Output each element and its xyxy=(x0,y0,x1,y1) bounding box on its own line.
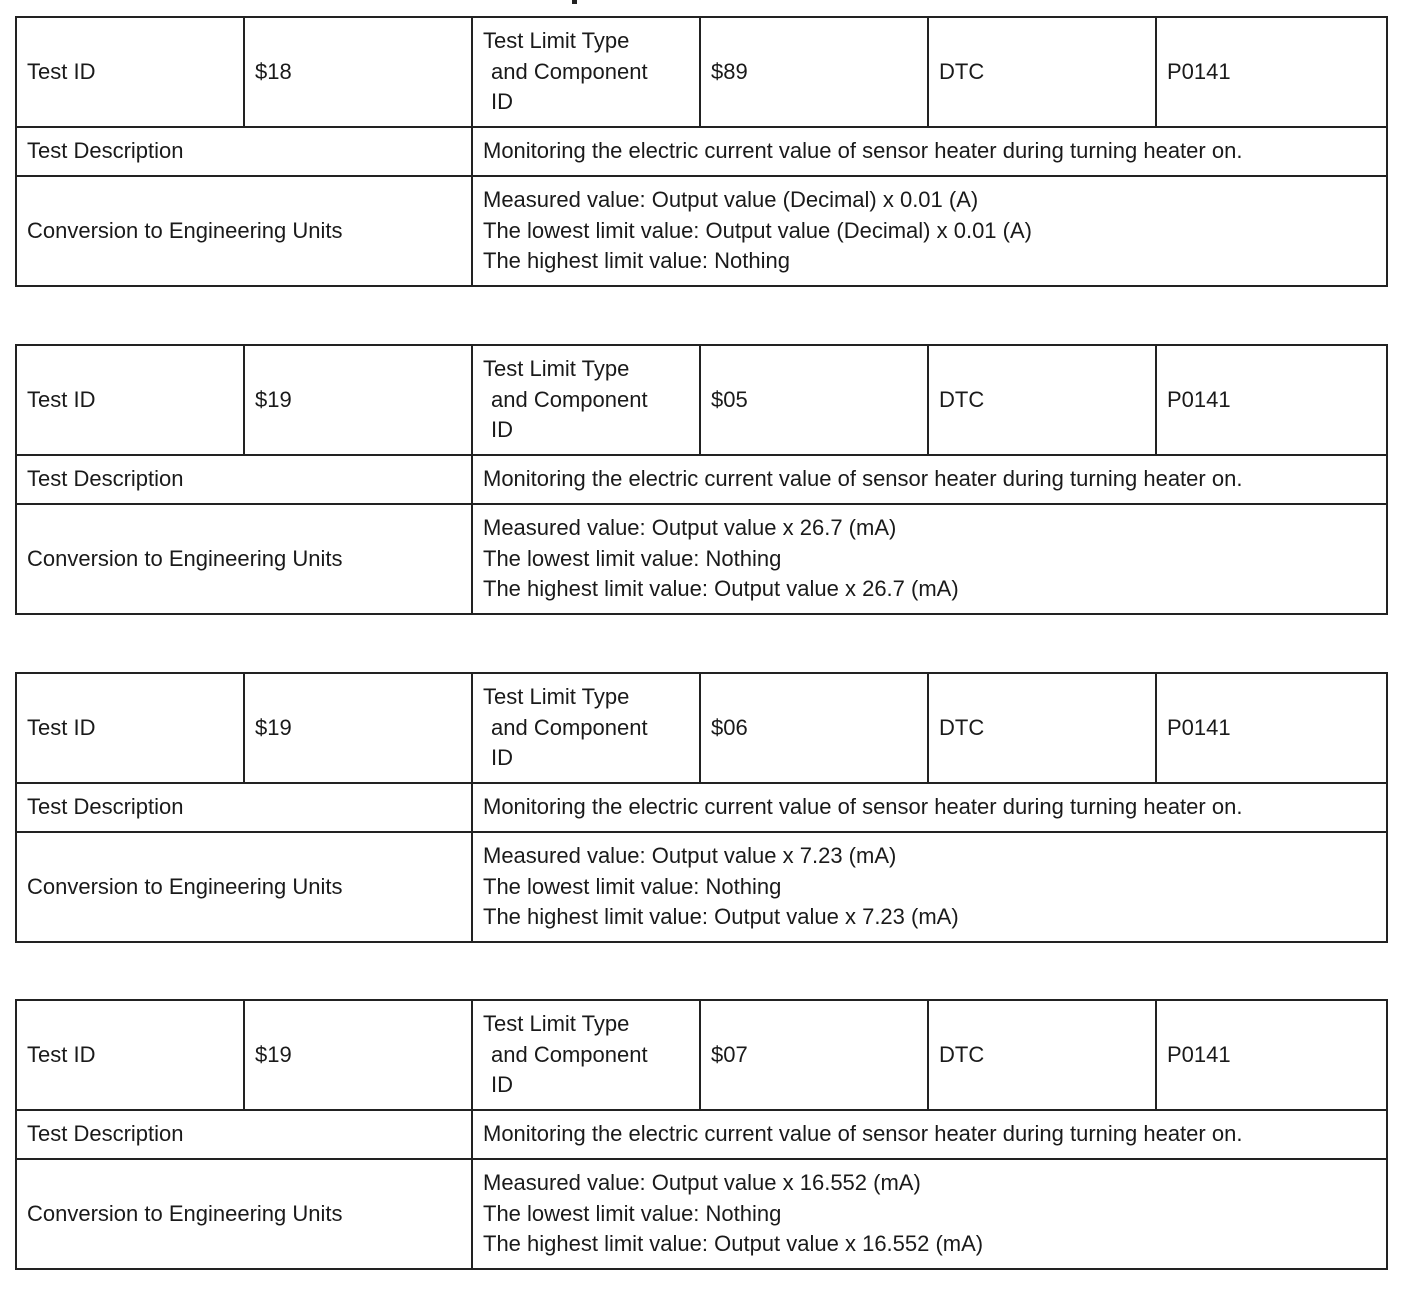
measured-value-line: Measured value: Output value x 7.23 (mA) xyxy=(483,843,897,869)
conversion-label: Conversion to Engineering Units xyxy=(16,504,472,614)
conversion-label: Conversion to Engineering Units xyxy=(16,1159,472,1269)
limit-type-label: Test Limit Type and Component ID xyxy=(472,345,700,455)
test-id-label: Test ID xyxy=(16,345,244,455)
dtc-label: DTC xyxy=(928,345,1156,455)
highest-limit-line: The highest limit value: Output value x 7.23 (mA) xyxy=(483,904,959,930)
test-description-label: Test Description xyxy=(16,1110,472,1159)
dtc-value: P0141 xyxy=(1156,17,1387,127)
conversion-value xyxy=(472,504,1387,614)
highest-limit-line: The highest limit value: Nothing xyxy=(483,248,790,274)
conversion-value xyxy=(472,1159,1387,1269)
test-id-value: $19 xyxy=(244,673,472,783)
test-spec-table-3 xyxy=(15,672,1386,943)
lowest-limit-line: The lowest limit value: Nothing xyxy=(483,1200,782,1226)
test-description-value: Monitoring the electric current value of sensor heater during turning heater on. xyxy=(472,455,1387,504)
dtc-label: DTC xyxy=(928,17,1156,127)
dtc-value: P0141 xyxy=(1156,673,1387,783)
test-id-value: $19 xyxy=(244,1000,472,1110)
conversion-label: Conversion to Engineering Units xyxy=(16,176,472,286)
test-description-value: Monitoring the electric current value of sensor heater during turning heater on. xyxy=(472,1110,1387,1159)
test-id-label: Test ID xyxy=(16,1000,244,1110)
limit-type-label: Test Limit Type and Component ID xyxy=(472,673,700,783)
dtc-value: P0141 xyxy=(1156,1000,1387,1110)
test-description-label: Test Description xyxy=(16,783,472,832)
limit-type-value: $89 xyxy=(700,17,928,127)
test-id-value: $18 xyxy=(244,17,472,127)
test-spec-table-2 xyxy=(15,344,1386,615)
lowest-limit-line: The lowest limit value: Output value (Decimal) x 0.01 (A) xyxy=(483,217,1032,243)
dtc-label: DTC xyxy=(928,673,1156,783)
test-id-label: Test ID xyxy=(16,673,244,783)
limit-type-value: $05 xyxy=(700,345,928,455)
test-spec-table-4 xyxy=(15,999,1386,1270)
highest-limit-line: The highest limit value: Output value x 16.552 (mA) xyxy=(483,1231,984,1257)
test-description-value: Monitoring the electric current value of sensor heater during turning heater on. xyxy=(472,127,1387,176)
lowest-limit-line: The lowest limit value: Nothing xyxy=(483,873,782,899)
limit-type-value: $06 xyxy=(700,673,928,783)
limit-type-value: $07 xyxy=(700,1000,928,1110)
conversion-value xyxy=(472,176,1387,286)
conversion-label: Conversion to Engineering Units xyxy=(16,832,472,942)
measured-value-line: Measured value: Output value x 26.7 (mA) xyxy=(483,515,897,541)
measured-value-line: Measured value: Output value (Decimal) x 0.01 (A) xyxy=(483,187,979,213)
limit-type-label: Test Limit Type and Component ID xyxy=(472,1000,700,1110)
conversion-value xyxy=(472,832,1387,942)
test-description-value: Monitoring the electric current value of sensor heater during turning heater on. xyxy=(472,783,1387,832)
limit-type-label: Test Limit Type and Component ID xyxy=(472,17,700,127)
test-id-label: Test ID xyxy=(16,17,244,127)
test-spec-table-1 xyxy=(15,16,1386,287)
test-description-label: Test Description xyxy=(16,455,472,504)
test-id-value: $19 xyxy=(244,345,472,455)
test-description-label: Test Description xyxy=(16,127,472,176)
highest-limit-line: The highest limit value: Output value x 26.7 (mA) xyxy=(483,576,959,602)
dtc-value: P0141 xyxy=(1156,345,1387,455)
measured-value-line: Measured value: Output value x 16.552 (mA) xyxy=(483,1170,921,1196)
dtc-label: DTC xyxy=(928,1000,1156,1110)
lowest-limit-line: The lowest limit value: Nothing xyxy=(483,545,782,571)
page-edge-mark xyxy=(572,0,577,4)
